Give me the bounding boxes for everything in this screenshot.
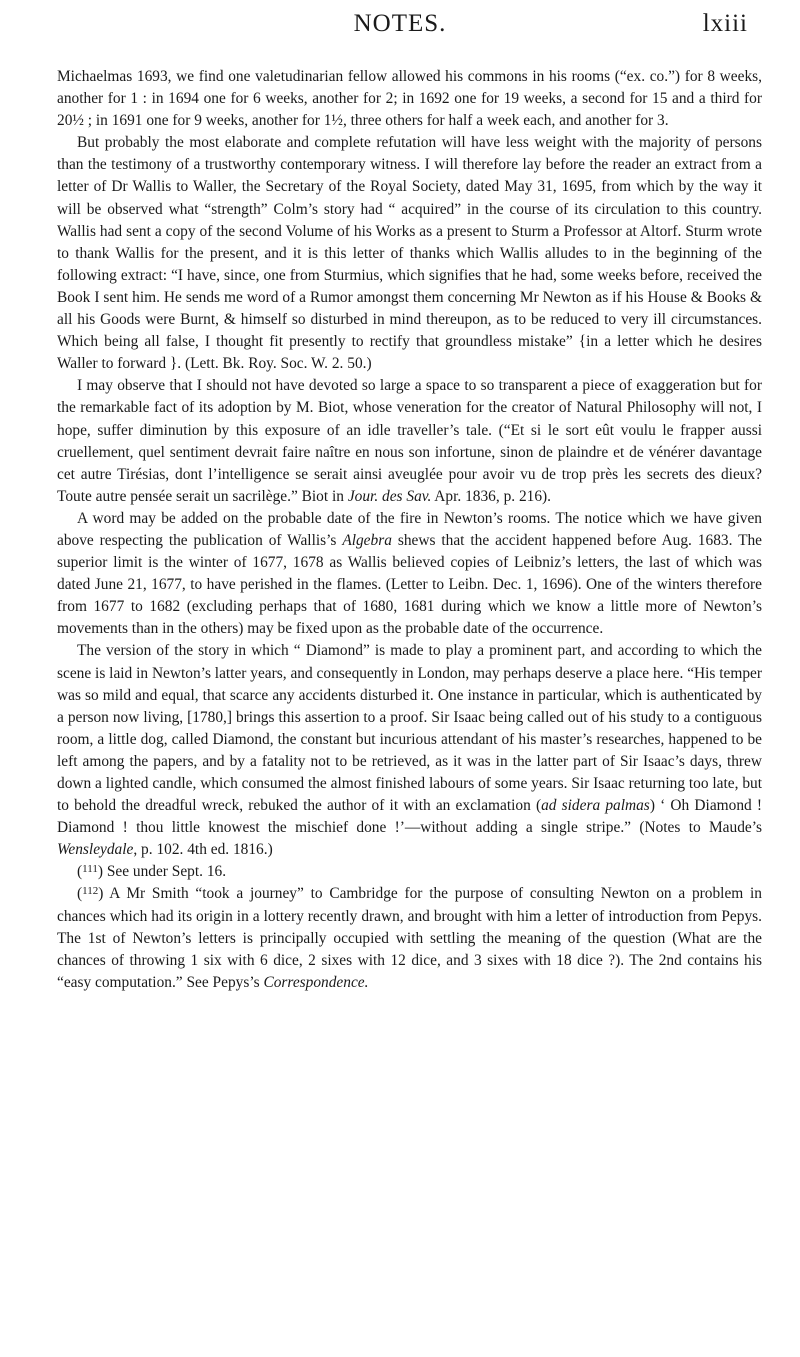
paragraph-4 bbox=[57, 508, 762, 641]
paragraph-5-text: The version of the story in which “ Diamond” is made to play a prominent part, and according to which the scene is laid in Newton’s latter years, and consequently in London, may perhaps deserve a place here. “His temper was so mild and equal, that scarce any accidents disturbed it. One instance in particular, which is authenticated by a person now living, [1780,] brings this assertion to a proof. Sir Isaac being called out of his study to a contiguous room, a little dog, called Diamond, the constant but incurious attendant of his master’s researches, happened to be left among the papers, and by a fatality not to be retrieved, as it was in the latter part of Sir Isaac’s days, threw down a lighted candle, which consumed the almost finished labours of some years. Sir Isaac returning too late, but to behold the dreadful wreck, rebuked the author of it with an exclamation ( bbox=[57, 642, 762, 815]
notes-body bbox=[57, 66, 762, 994]
note-112-text: A Mr Smith “took a journey” to Cambridge for the purpose of consulting Newton on a problem in chances which had its origin in a lottery recently drawn, and brought with him a letter of introduction from Pepys. The 1st of Newton’s letters is principally occupied with settling the meaning of the question (What are the chances of throwing 1 six with 6 dice, 2 sixes with 12 dice, and 3 sixes with 18 dice ?). The 2nd contains his “easy computation.” See Pepys’s bbox=[57, 885, 762, 991]
page-number: lxiii bbox=[702, 10, 748, 37]
note-112-italic: Correspondence. bbox=[263, 973, 369, 991]
paragraph-3 bbox=[57, 375, 762, 508]
paragraph-5-italic: ad sidera palmas bbox=[541, 797, 650, 815]
paragraph-5 bbox=[57, 640, 762, 861]
paragraph-4-tail: shews that the accident happened before Aug. 1683. The superior limit is the winter of 1677, 1678 as Wallis believed copies of Leibniz’s letters, the last of which was dated June 21, 1677, to have perished in the flames. (Letter to Leibn. Dec. 1, 1696). One of the winters therefore from 1677 to 1682 (excluding perhaps that of 1680, 1681 during which we know a little more of Newton’s movements than in the others) may be fixed upon as the probable date of the occurrence. bbox=[57, 531, 763, 638]
paragraph-3-text: I may observe that I should not have devoted so large a space to so transparent a piece of exaggeration but for the remarkable fact of its adoption by M. Biot, whose veneration for the creator of Natural Philosophy will not, I hope, suffer diminution by this exposure of an idle traveller’s tale. (“Et si le sort eût voulu le frapper aussi cruellement, quel sentiment devrait faire naître en nous son infortune, sinon de plaindre et de vénérer davantage cet autre Tirésias, dont l’intelligence se serait ainsi aveuglée pour avoir vu de trop près les secrets des dieux? Toute autre pensée serait un sacrilège.” Biot in bbox=[57, 377, 762, 505]
paragraph-1-text: Michaelmas 1693, we find one valetudinarian fellow allowed his commons in his rooms (“ex. co.”) for 8 weeks, another for 1 : in 1694 one for 6 weeks, another for 2; in 1692 one for 19 weeks, a second for 15 and a third for 20½ ; in 1691 one for 9 weeks, another for 1½, three others for half a week each, and another for 3. bbox=[57, 68, 762, 130]
running-title: NOTES. bbox=[353, 10, 447, 37]
note-111-text: See under Sept. 16. bbox=[102, 863, 227, 881]
paragraph-5-italic-2: Wensleydale bbox=[57, 841, 134, 859]
note-112: ($^{112}$) A Mr Smith “took a journey” to Cambridge for the purpose of consulting Newton on a problem in chances which had its origin in a lottery recently drawn, and brought with him a letter of introduction from Pepys. The 1st of Newton’s letters is principally occupied with settling the meaning of the question (What are the chances of throwing 1 six with 6 dice, 2 sixes with 12 dice, and 3 sixes with 18 dice ?). The 2nd contains his “easy computation.” See Pepys’s Correspondence. bbox=[57, 885, 762, 991]
paragraph-2-text: But probably the most elaborate and complete refutation will have less weight with the majority of persons than the testimony of a trustworthy contemporary witness. I will therefore lay before the reader an extract from a letter of Dr Wallis to Waller, the Secretary of the Royal Society, dated May 31, 1695, from which by the way it will be observed what “strength” Colm’s story had “ acquired” in the course of its circulation to this country. Wallis had sent a copy of the second Volume of his Works as a present to Sturm a Professor at Altorf. Sturm wrote to thank Wallis for the present, and it is this letter of thanks which Wallis alludes to in the beginning of the following extract: “I have, since, one from Sturmius, which signifies that he had, some weeks before, received the Book I sent him. He sends me word of a Rumor amongst them concerning Mr Newton as if his House & Books & all his Goods were Burnt, & himself so disturbed in mind thereupon, as to be reduced to very ill circumstances. Which being all false, I thought fit presently to rectify that groundless mistake” {in a letter which he desires Waller to forward }. (Lett. Bk. Roy. Soc. W. 2. 50.) bbox=[57, 134, 762, 373]
paragraph-3-italic: Jour. des Sav. bbox=[347, 487, 432, 505]
paragraph-4-text: A word may be added on the probable date of the fire in Newton’s rooms. The notice which we have given above respecting the publication of Wallis’s bbox=[57, 509, 762, 549]
paragraph-2 bbox=[57, 132, 762, 375]
paragraph-5-tail: ) ‘ Oh Diamond ! Diamond ! thou little knowest the mischief done !’—without adding a single stripe.” (Notes to Maude’s bbox=[57, 797, 763, 837]
note-112-number: 112 bbox=[82, 885, 99, 898]
paragraph-5-tail-2: , p. 102. 4th ed. 1816.) bbox=[133, 841, 273, 859]
note-111-number: 111 bbox=[82, 863, 98, 876]
paragraph-4-italic: Algebra bbox=[342, 531, 392, 549]
paragraph-3-tail: Apr. 1836, p. 216). bbox=[431, 487, 552, 505]
paragraph-1 bbox=[57, 66, 762, 132]
running-header bbox=[0, 10, 800, 50]
note-111: ($^{111}$) See under Sept. 16. bbox=[77, 863, 227, 881]
